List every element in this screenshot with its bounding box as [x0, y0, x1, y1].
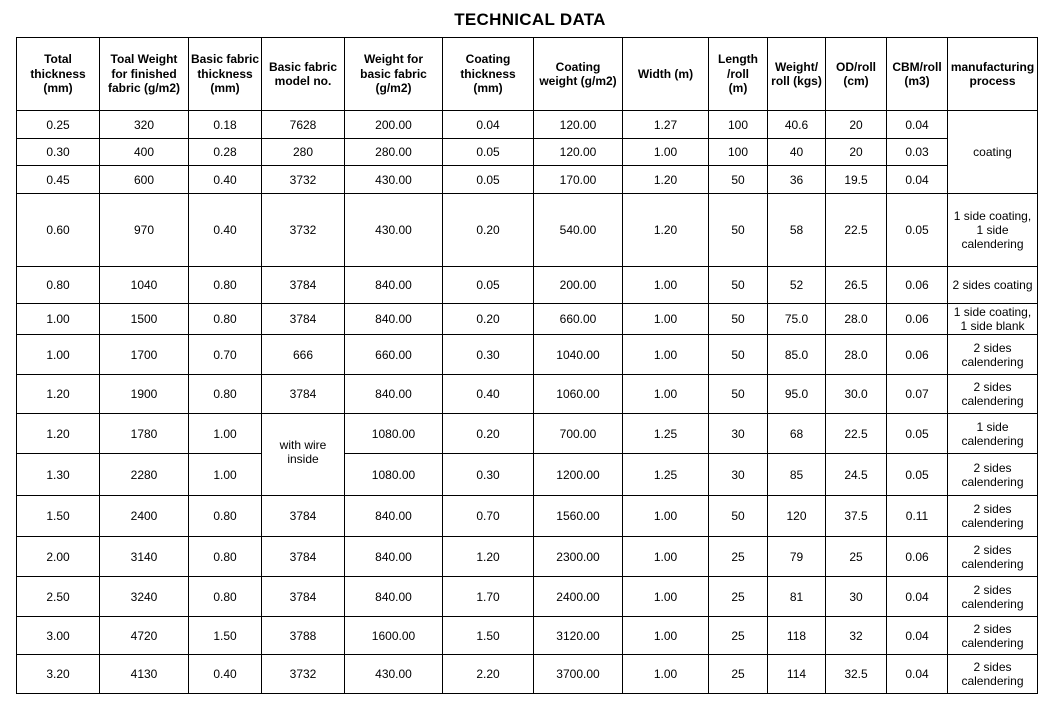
cell-model-no: 3784 — [262, 267, 345, 304]
cell-coating-weight: 1560.00 — [534, 496, 623, 537]
cell-process: 2 sides calendering — [948, 496, 1038, 537]
cell-od-roll: 30 — [826, 577, 887, 617]
header-width: Width (m) — [623, 38, 709, 111]
cell-length: 50 — [709, 267, 768, 304]
cell-cbm-roll: 0.04 — [887, 655, 948, 694]
cell-basic-weight: 430.00 — [345, 655, 443, 694]
cell-total-weight: 1500 — [100, 304, 189, 335]
cell-length: 50 — [709, 304, 768, 335]
cell-weight-roll: 79 — [768, 537, 826, 577]
cell-coating-weight: 660.00 — [534, 304, 623, 335]
cell-width: 1.00 — [623, 375, 709, 414]
cell-width: 1.00 — [623, 655, 709, 694]
cell-total-weight: 2400 — [100, 496, 189, 537]
table-row — [17, 577, 1038, 617]
cell-basic-thickness: 1.00 — [189, 454, 262, 496]
cell-process: 2 sides calendering — [948, 537, 1038, 577]
cell-width: 1.25 — [623, 454, 709, 496]
cell-coating-thickness: 0.20 — [443, 304, 534, 335]
header-od-roll: OD/roll (cm) — [826, 38, 887, 111]
cell-coating-thickness: 1.20 — [443, 537, 534, 577]
cell-length: 25 — [709, 617, 768, 655]
cell-coating-thickness: 0.30 — [443, 454, 534, 496]
cell-width: 1.27 — [623, 111, 709, 139]
cell-model-no: 3732 — [262, 655, 345, 694]
cell-total-thickness: 1.00 — [17, 335, 100, 375]
cell-length: 50 — [709, 166, 768, 194]
cell-cbm-roll: 0.04 — [887, 166, 948, 194]
cell-process: 2 sides calendering — [948, 655, 1038, 694]
cell-weight-roll: 120 — [768, 496, 826, 537]
cell-length: 30 — [709, 414, 768, 454]
cell-length: 100 — [709, 111, 768, 139]
cell-basic-weight: 430.00 — [345, 194, 443, 267]
cell-total-weight: 3240 — [100, 577, 189, 617]
cell-process: 2 sides calendering — [948, 375, 1038, 414]
cell-weight-roll: 85 — [768, 454, 826, 496]
cell-coating-thickness: 0.30 — [443, 335, 534, 375]
cell-coating-thickness: 0.05 — [443, 139, 534, 166]
cell-coating-weight: 170.00 — [534, 166, 623, 194]
table-row — [17, 537, 1038, 577]
page-title: TECHNICAL DATA — [454, 10, 606, 29]
cell-cbm-roll: 0.03 — [887, 139, 948, 166]
cell-model-no: with wire inside — [262, 414, 345, 496]
cell-model-no: 3784 — [262, 537, 345, 577]
table-row — [17, 166, 1038, 194]
cell-coating-weight: 540.00 — [534, 194, 623, 267]
cell-total-weight: 4130 — [100, 655, 189, 694]
cell-coating-weight: 700.00 — [534, 414, 623, 454]
cell-coating-thickness: 1.50 — [443, 617, 534, 655]
header-basic-fabric-model: Basic fabric model no. — [262, 38, 345, 111]
cell-basic-thickness: 0.80 — [189, 577, 262, 617]
cell-basic-weight: 840.00 — [345, 375, 443, 414]
cell-weight-roll: 58 — [768, 194, 826, 267]
cell-basic-weight: 840.00 — [345, 577, 443, 617]
cell-total-weight: 1900 — [100, 375, 189, 414]
table-row — [17, 267, 1038, 304]
header-total-thickness: Total thickness (mm) — [17, 38, 100, 111]
cell-od-roll: 32.5 — [826, 655, 887, 694]
cell-basic-weight: 840.00 — [345, 496, 443, 537]
cell-length: 25 — [709, 537, 768, 577]
cell-total-weight: 2280 — [100, 454, 189, 496]
cell-cbm-roll: 0.05 — [887, 454, 948, 496]
cell-width: 1.00 — [623, 267, 709, 304]
cell-coating-weight: 120.00 — [534, 139, 623, 166]
cell-cbm-roll: 0.06 — [887, 335, 948, 375]
cell-weight-roll: 36 — [768, 166, 826, 194]
cell-basic-weight: 660.00 — [345, 335, 443, 375]
cell-process: 1 side calendering — [948, 414, 1038, 454]
cell-coating-thickness: 0.20 — [443, 194, 534, 267]
cell-od-roll: 24.5 — [826, 454, 887, 496]
cell-basic-weight: 840.00 — [345, 304, 443, 335]
cell-basic-weight: 280.00 — [345, 139, 443, 166]
cell-process: 2 sides calendering — [948, 577, 1038, 617]
header-cbm-roll: CBM/roll (m3) — [887, 38, 948, 111]
cell-coating-weight: 1200.00 — [534, 454, 623, 496]
cell-width: 1.00 — [623, 304, 709, 335]
cell-basic-weight: 1600.00 — [345, 617, 443, 655]
cell-process: 2 sides coating — [948, 267, 1038, 304]
table-row — [17, 617, 1038, 655]
cell-total-thickness: 2.50 — [17, 577, 100, 617]
cell-coating-thickness: 0.70 — [443, 496, 534, 537]
cell-basic-thickness: 1.00 — [189, 414, 262, 454]
cell-total-weight: 1700 — [100, 335, 189, 375]
cell-weight-roll: 118 — [768, 617, 826, 655]
cell-coating-thickness: 0.40 — [443, 375, 534, 414]
cell-coating-thickness: 0.05 — [443, 267, 534, 304]
cell-coating-weight: 2400.00 — [534, 577, 623, 617]
cell-cbm-roll: 0.06 — [887, 267, 948, 304]
cell-coating-weight: 2300.00 — [534, 537, 623, 577]
cell-width: 1.00 — [623, 139, 709, 166]
cell-process: 1 side coating, 1 side calendering — [948, 194, 1038, 267]
cell-length: 50 — [709, 194, 768, 267]
cell-basic-thickness: 0.70 — [189, 335, 262, 375]
cell-cbm-roll: 0.07 — [887, 375, 948, 414]
cell-basic-thickness: 0.28 — [189, 139, 262, 166]
cell-width: 1.00 — [623, 577, 709, 617]
cell-weight-roll: 85.0 — [768, 335, 826, 375]
cell-coating-weight: 120.00 — [534, 111, 623, 139]
cell-od-roll: 19.5 — [826, 166, 887, 194]
cell-weight-roll: 95.0 — [768, 375, 826, 414]
cell-process: 1 side coating, 1 side blank — [948, 304, 1038, 335]
cell-length: 30 — [709, 454, 768, 496]
cell-coating-thickness: 0.04 — [443, 111, 534, 139]
header-row — [17, 38, 1038, 111]
table-row — [17, 194, 1038, 267]
cell-basic-weight: 840.00 — [345, 267, 443, 304]
table-row — [17, 414, 1038, 454]
cell-coating-weight: 1040.00 — [534, 335, 623, 375]
cell-od-roll: 20 — [826, 139, 887, 166]
header-total-weight: Toal Weight for finished fabric (g/m2) — [100, 38, 189, 111]
cell-basic-thickness: 0.40 — [189, 655, 262, 694]
cell-model-no: 3784 — [262, 375, 345, 414]
header-basic-fabric-thickness: Basic fabric thickness (mm) — [189, 38, 262, 111]
cell-total-thickness: 1.50 — [17, 496, 100, 537]
table-row — [17, 375, 1038, 414]
cell-coating-thickness: 0.05 — [443, 166, 534, 194]
cell-od-roll: 22.5 — [826, 194, 887, 267]
header-basic-fabric-weight: Weight for basic fabric (g/m2) — [345, 38, 443, 111]
cell-basic-weight: 200.00 — [345, 111, 443, 139]
cell-length: 50 — [709, 496, 768, 537]
header-length-roll: Length /roll (m) — [709, 38, 768, 111]
cell-length: 25 — [709, 655, 768, 694]
header-weight-roll: Weight/ roll (kgs) — [768, 38, 826, 111]
cell-total-thickness: 1.00 — [17, 304, 100, 335]
cell-total-thickness: 3.20 — [17, 655, 100, 694]
cell-width: 1.20 — [623, 194, 709, 267]
cell-cbm-roll: 0.04 — [887, 617, 948, 655]
cell-total-thickness: 3.00 — [17, 617, 100, 655]
cell-process: 2 sides calendering — [948, 454, 1038, 496]
cell-process: coating — [948, 111, 1038, 194]
cell-model-no: 3784 — [262, 496, 345, 537]
cell-model-no: 3784 — [262, 304, 345, 335]
cell-basic-thickness: 0.80 — [189, 375, 262, 414]
header-coating-weight: Coating weight (g/m2) — [534, 38, 623, 111]
cell-total-weight: 1040 — [100, 267, 189, 304]
cell-total-thickness: 1.20 — [17, 414, 100, 454]
header-manufacturing-process: manufacturing process — [948, 38, 1038, 111]
cell-total-weight: 600 — [100, 166, 189, 194]
cell-length: 50 — [709, 335, 768, 375]
cell-cbm-roll: 0.04 — [887, 111, 948, 139]
cell-basic-thickness: 0.40 — [189, 166, 262, 194]
cell-cbm-roll: 0.11 — [887, 496, 948, 537]
cell-weight-roll: 81 — [768, 577, 826, 617]
cell-total-weight: 970 — [100, 194, 189, 267]
cell-weight-roll: 114 — [768, 655, 826, 694]
technical-data-table — [16, 37, 1038, 694]
cell-total-weight: 320 — [100, 111, 189, 139]
cell-total-thickness: 0.80 — [17, 267, 100, 304]
cell-width: 1.00 — [623, 335, 709, 375]
cell-od-roll: 28.0 — [826, 304, 887, 335]
cell-cbm-roll: 0.05 — [887, 194, 948, 267]
cell-total-thickness: 2.00 — [17, 537, 100, 577]
cell-total-thickness: 0.30 — [17, 139, 100, 166]
cell-basic-thickness: 0.80 — [189, 537, 262, 577]
cell-weight-roll: 52 — [768, 267, 826, 304]
cell-total-weight: 1780 — [100, 414, 189, 454]
cell-width: 1.00 — [623, 617, 709, 655]
cell-model-no: 666 — [262, 335, 345, 375]
cell-od-roll: 22.5 — [826, 414, 887, 454]
cell-model-no: 280 — [262, 139, 345, 166]
cell-total-thickness: 0.45 — [17, 166, 100, 194]
cell-length: 25 — [709, 577, 768, 617]
cell-process: 2 sides calendering — [948, 335, 1038, 375]
cell-total-thickness: 1.20 — [17, 375, 100, 414]
cell-basic-thickness: 0.80 — [189, 304, 262, 335]
cell-basic-weight: 840.00 — [345, 537, 443, 577]
cell-weight-roll: 75.0 — [768, 304, 826, 335]
cell-od-roll: 32 — [826, 617, 887, 655]
cell-coating-thickness: 1.70 — [443, 577, 534, 617]
cell-od-roll: 37.5 — [826, 496, 887, 537]
cell-weight-roll: 68 — [768, 414, 826, 454]
cell-cbm-roll: 0.06 — [887, 537, 948, 577]
cell-basic-weight: 1080.00 — [345, 454, 443, 496]
cell-width: 1.25 — [623, 414, 709, 454]
cell-coating-weight: 3700.00 — [534, 655, 623, 694]
cell-length: 50 — [709, 375, 768, 414]
cell-total-weight: 400 — [100, 139, 189, 166]
cell-total-thickness: 1.30 — [17, 454, 100, 496]
cell-width: 1.00 — [623, 537, 709, 577]
cell-basic-weight: 1080.00 — [345, 414, 443, 454]
cell-model-no: 3732 — [262, 194, 345, 267]
cell-model-no: 7628 — [262, 111, 345, 139]
cell-cbm-roll: 0.05 — [887, 414, 948, 454]
cell-basic-thickness: 0.40 — [189, 194, 262, 267]
cell-cbm-roll: 0.06 — [887, 304, 948, 335]
cell-od-roll: 30.0 — [826, 375, 887, 414]
table-row — [17, 304, 1038, 335]
header-coating-thickness: Coating thickness (mm) — [443, 38, 534, 111]
cell-model-no: 3732 — [262, 166, 345, 194]
cell-width: 1.20 — [623, 166, 709, 194]
cell-total-thickness: 0.60 — [17, 194, 100, 267]
cell-od-roll: 20 — [826, 111, 887, 139]
table-row — [17, 111, 1038, 139]
cell-od-roll: 26.5 — [826, 267, 887, 304]
cell-basic-thickness: 1.50 — [189, 617, 262, 655]
cell-model-no: 3784 — [262, 577, 345, 617]
cell-basic-thickness: 0.80 — [189, 496, 262, 537]
table-row — [17, 655, 1038, 694]
table-row — [17, 454, 1038, 496]
cell-cbm-roll: 0.04 — [887, 577, 948, 617]
cell-model-no: 3788 — [262, 617, 345, 655]
table-row — [17, 496, 1038, 537]
cell-process: 2 sides calendering — [948, 617, 1038, 655]
cell-weight-roll: 40.6 — [768, 111, 826, 139]
table-row — [17, 139, 1038, 166]
cell-od-roll: 28.0 — [826, 335, 887, 375]
cell-basic-thickness: 0.18 — [189, 111, 262, 139]
cell-coating-weight: 200.00 — [534, 267, 623, 304]
cell-total-weight: 3140 — [100, 537, 189, 577]
cell-total-thickness: 0.25 — [17, 111, 100, 139]
cell-width: 1.00 — [623, 496, 709, 537]
table-row — [17, 335, 1038, 375]
cell-total-weight: 4720 — [100, 617, 189, 655]
cell-basic-weight: 430.00 — [345, 166, 443, 194]
cell-length: 100 — [709, 139, 768, 166]
cell-weight-roll: 40 — [768, 139, 826, 166]
cell-coating-weight: 1060.00 — [534, 375, 623, 414]
cell-coating-thickness: 0.20 — [443, 414, 534, 454]
cell-coating-weight: 3120.00 — [534, 617, 623, 655]
cell-coating-thickness: 2.20 — [443, 655, 534, 694]
cell-od-roll: 25 — [826, 537, 887, 577]
cell-basic-thickness: 0.80 — [189, 267, 262, 304]
